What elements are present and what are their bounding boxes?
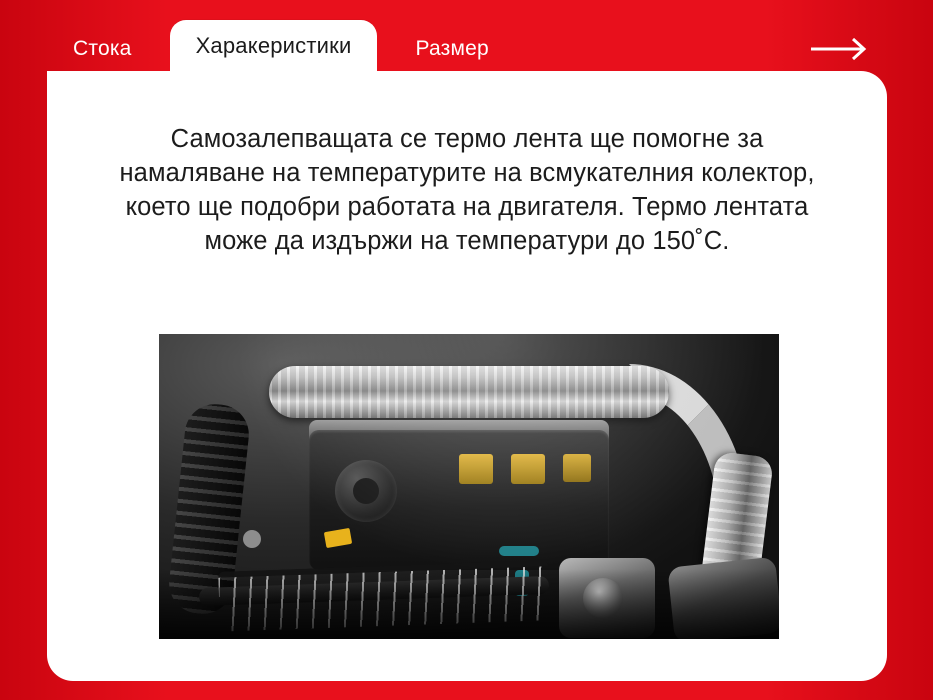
characteristics-card: [47, 71, 887, 681]
product-photo: [159, 334, 779, 639]
tab-size[interactable]: [389, 26, 514, 72]
photo-shadow: [159, 569, 779, 639]
next-tab-button[interactable]: [793, 26, 887, 72]
tab-stock[interactable]: [47, 26, 158, 72]
tab-bar: [47, 20, 887, 72]
tab-characteristics[interactable]: [170, 20, 378, 72]
product-description: Самозалепващата се термо лента ще помогне за намаляване на температурите на всмукателния колектор, което ще подобри работата на двигателя. Термо лентата може да издържи на температури до 150˚C.: [119, 125, 815, 255]
arrow-right-icon: [809, 36, 871, 62]
tab-size-label: Размер: [415, 37, 489, 60]
tab-stock-label: Стока: [73, 37, 132, 60]
tab-characteristics-label: Харакеристики: [195, 33, 352, 58]
